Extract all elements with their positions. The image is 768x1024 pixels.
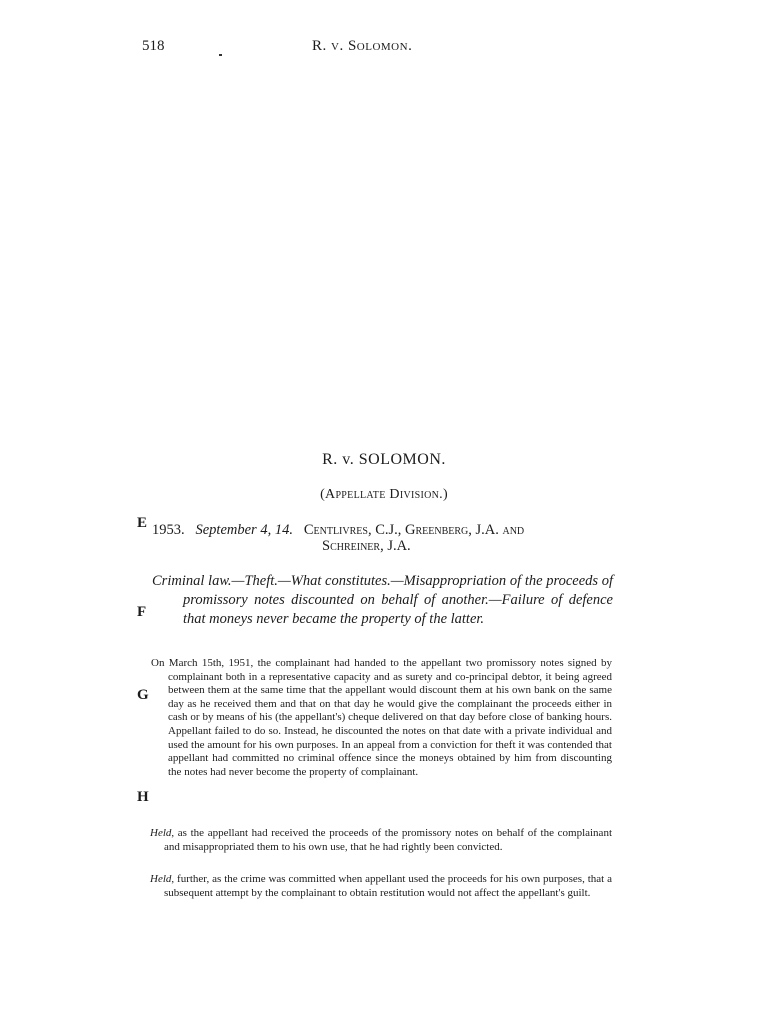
decision-dates: September 4, 14. bbox=[195, 522, 293, 538]
margin-letter-e: E bbox=[137, 515, 148, 531]
headnote-facts: On March 15th, 1951, the complainant had handed to the appellant two promissory notes signed by complainant both in a representative capacity and as surety and co-principal debtor, it being agreed between them at the same time that the appellant would discount them at his own bank on the same day as he received them and that on that day he would give the complainant the proceeds either in cash or by means of his (the appellant's) cheque delivered on that day before close of banking hours. Appellant failed to do so. Instead, he discounted the notes on that date with a private individual and used the amount for his own purposes. In an appeal from a conviction for theft it was contended that appellant had committed no criminal offence since the moneys obtained by him from discounting the notes had never become the property of complainant. bbox=[151, 657, 612, 778]
held-word: Held bbox=[150, 873, 172, 885]
margin-letter-f: F bbox=[137, 604, 147, 620]
margin-letter-h: H bbox=[137, 789, 149, 805]
case-title: R. v. SOLOMON. bbox=[322, 451, 446, 468]
court-name: (Appellate Division.) bbox=[320, 487, 448, 502]
margin-letter-g: G bbox=[137, 687, 149, 703]
page-number: 518 bbox=[142, 38, 165, 54]
judges-line-2: Schreiner, J.A. bbox=[322, 538, 411, 554]
decision-year: 1953. bbox=[152, 522, 185, 538]
held-text: , further, as the crime was committed when appellant used the proceeds for his own purposes, that a subsequent attempt by the complainant to obtain restitution would not affect the appellant's guilt. bbox=[164, 873, 612, 899]
judges-line-1: Centlivres, C.J., Greenberg, J.A. and bbox=[303, 522, 525, 538]
stray-ink-mark bbox=[219, 54, 222, 56]
held-text: , as the appellant had received the proceeds of the promissory notes on behalf of the complainant and misappropriated them to his own use, that he had rightly been convicted. bbox=[164, 827, 612, 853]
held-word: Held bbox=[150, 827, 172, 839]
held-paragraph-1 bbox=[150, 827, 612, 854]
running-head: R. v. Solomon. bbox=[312, 38, 413, 54]
held-paragraph-2 bbox=[150, 873, 612, 900]
catchwords: Criminal law.—Theft.—What constitutes.—Misappropriation of the proceeds of promissory notes discounted on behalf of another.—Failure of defence that moneys never became the property of the latter. bbox=[152, 573, 613, 627]
date-and-bench-line bbox=[152, 522, 524, 539]
